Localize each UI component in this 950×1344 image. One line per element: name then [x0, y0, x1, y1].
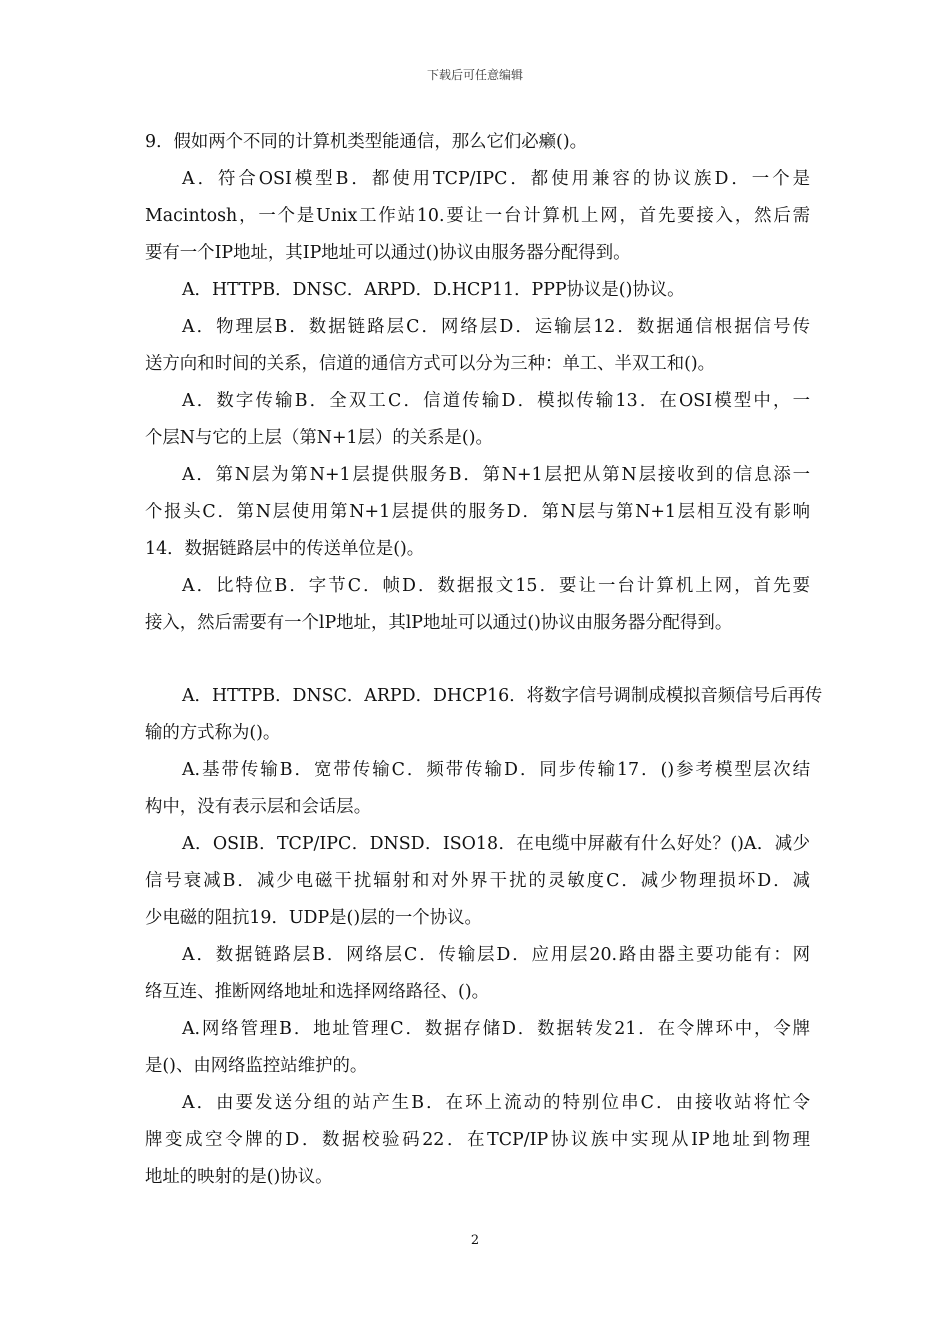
question-line: 少电磁的阻抗19．UDP是()层的一个协议。 [145, 908, 482, 928]
question-line: Macintosh，一个是Unix工作站10.要让一台计算机上网，首先要接入，然后需 [145, 206, 810, 226]
answer-options-line: A．数字传输B．全双工C．信道传输D．模拟传输13．在OSI模型中，一 [182, 391, 810, 411]
answer-options-line: A．数据链路层B．网络层C．传输层D．应用层20.路由器主要功能有：网 [182, 945, 810, 965]
answer-options-line: 个报头C．第N层使用第N+1层提供的服务D．第N层与第N+1层相互没有影响 [145, 502, 810, 522]
question-line: 送方向和时间的关系，信道的通信方式可以分为三种：单工、半双工和()。 [145, 354, 716, 374]
page-number: 2 [470, 1233, 480, 1248]
question-line: 要有一个IP地址，其IP地址可以通过()协议由服务器分配得到。 [145, 243, 631, 263]
answer-options-line: A.基带传输B．宽带传输C．频带传输D．同步传输17．()参考模型层次结 [182, 760, 810, 780]
question-line: 14．数据链路层中的传送单位是()。 [145, 539, 425, 559]
question-line: 9．假如两个不同的计算机类型能通信，那么它们必癞()。 [145, 132, 588, 152]
question-line: 络互连、推断网络地址和选择网络路径、()。 [145, 982, 489, 1002]
answer-options-line: A．比特位B．字节C．帧D．数据报文15．要让一台计算机上网，首先要 [182, 576, 810, 596]
answer-options-line: A．符合OSI模型B．都使用TCP/IPC．都使用兼容的协议族D．一个是 [182, 169, 810, 189]
question-line: 接入，然后需要有一个lP地址，其lP地址可以通过()协议由服务器分配得到。 [145, 613, 733, 633]
answer-options-line: A．HTTPB．DNSC．ARPD．DHCP16．将数字信号调制成模拟音频信号后再传 [182, 686, 823, 706]
answer-options-line: A．物理层B．数据链路层C．网络层D．运输层12．数据通信根据信号传 [182, 317, 810, 337]
answer-options-line: A.网络管理B．地址管理C．数据存储D．数据转发21．在令牌环中，令牌 [182, 1019, 810, 1039]
question-line: 输的方式称为()。 [145, 723, 281, 743]
paragraph-gap [145, 642, 810, 678]
question-line: 构中，没有表示层和会话层。 [145, 797, 372, 817]
answer-options-line: 牌变成空令牌的D．数据校验码22．在TCP/IP协议族中实现从IP地址到物理 [145, 1130, 810, 1150]
document-body [145, 124, 823, 1196]
answer-options-line: 信号衰减B．减少电磁干扰辐射和对外界干扰的灵敏度C．减少物理损坏D．减 [145, 871, 810, 891]
answer-options-line: A．OSIB．TCP/IPC．DNSD．ISO18．在电缆中屏蔽有什么好处？()A．减少 [182, 834, 810, 854]
answer-options-line: A．由要发送分组的站产生B．在环上流动的特别位串C．由接收站将忙令 [182, 1093, 810, 1113]
question-line: 地址的映射的是()协议。 [145, 1167, 333, 1187]
answer-options-line: A．第N层为第N+1层提供服务B．第N+1层把从第N层接收到的信息添一 [182, 465, 810, 485]
page-header: 下载后可任意编辑 [426, 68, 523, 82]
question-line: 个层N与它的上层（第N+1层）的关系是()。 [145, 428, 493, 448]
question-line: 是()、由网络监控站维护的。 [145, 1056, 368, 1076]
answer-options-line: A．HTTPB．DNSC．ARPD．D.HCP11．PPP协议是()协议。 [182, 280, 685, 300]
